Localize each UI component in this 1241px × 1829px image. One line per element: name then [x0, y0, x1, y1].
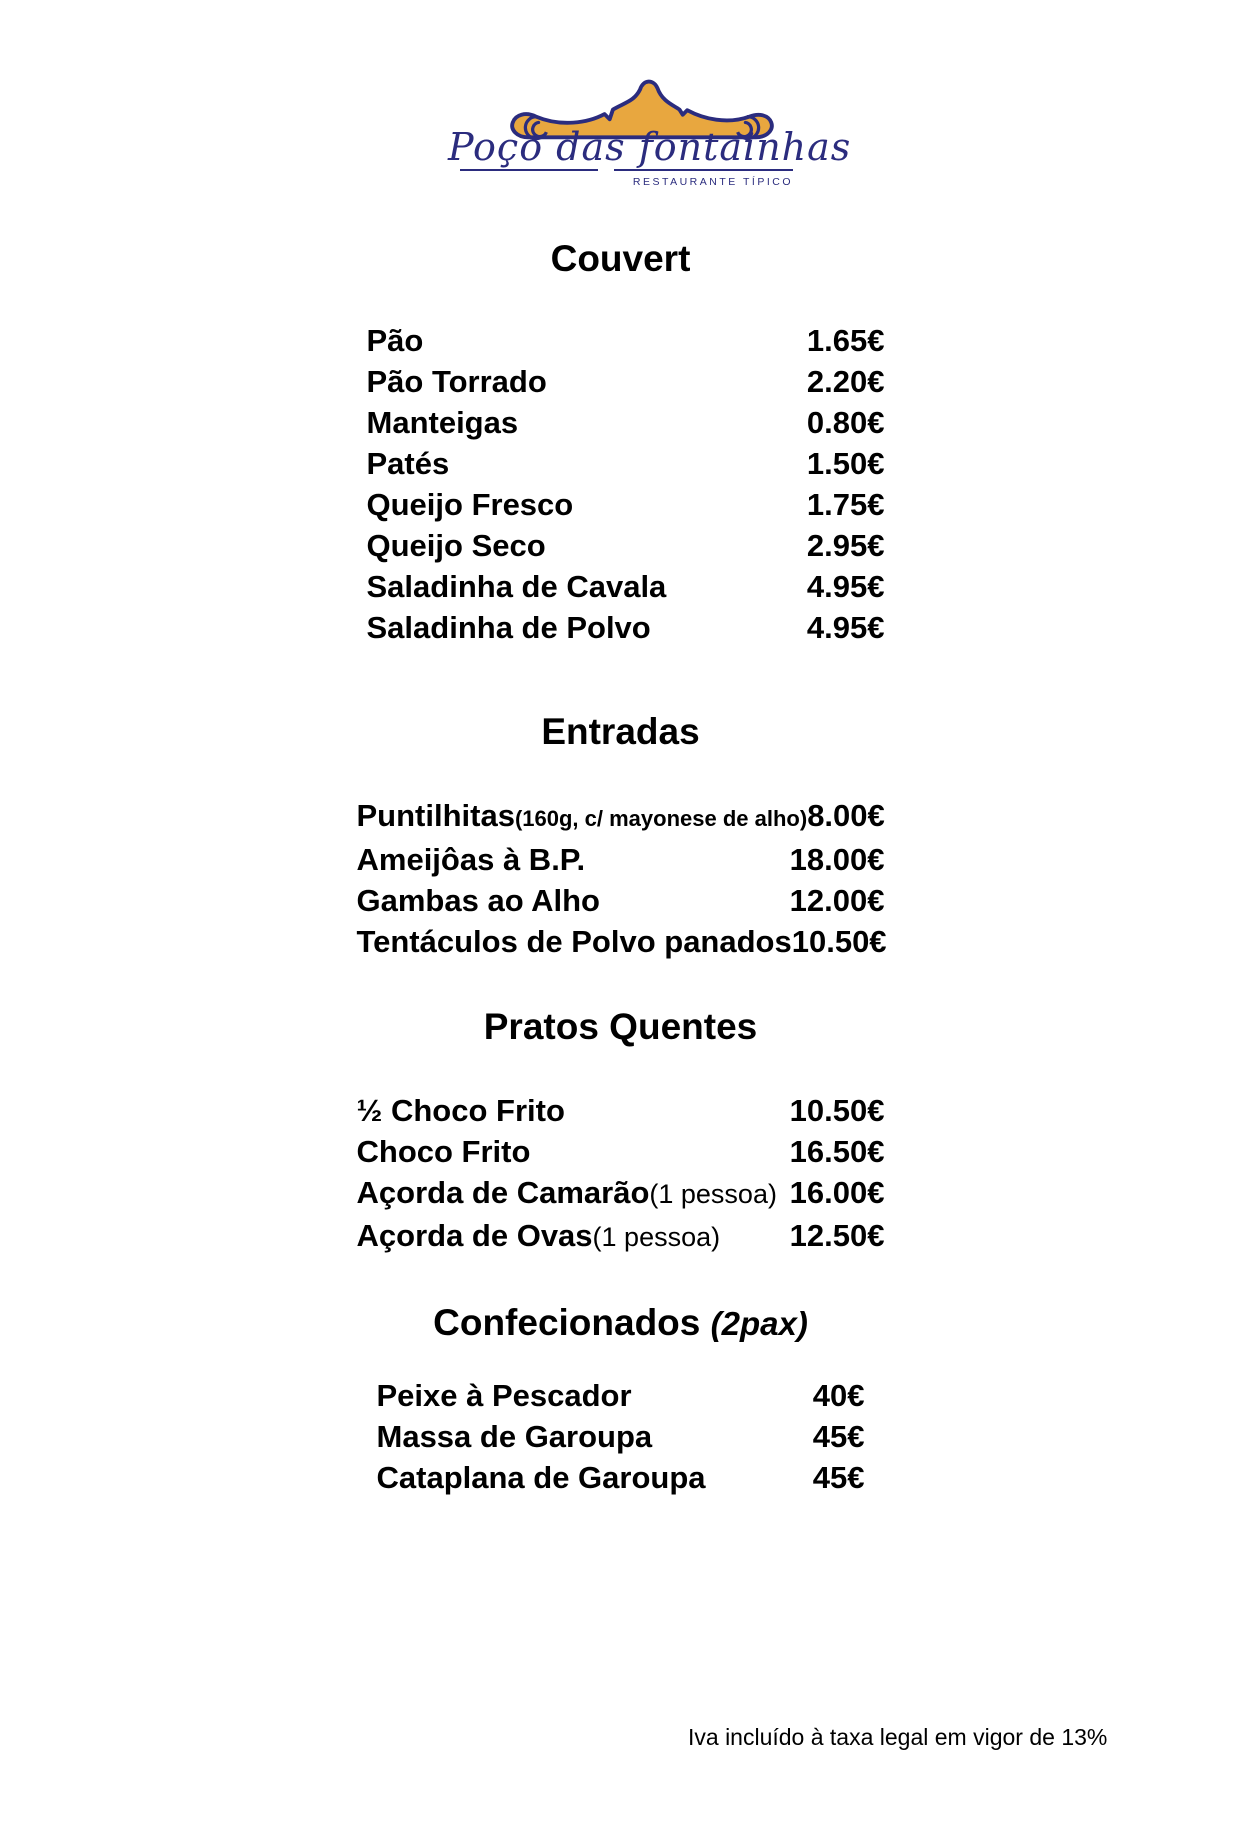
item-price: 1.50€: [806, 446, 885, 481]
item-price: 8.00€: [807, 798, 885, 833]
menu-item: [357, 525, 885, 566]
menu-item: [357, 320, 885, 361]
menu-item: [357, 484, 885, 525]
menu-item: [357, 1215, 885, 1258]
menu-item: [357, 443, 885, 484]
section-couvert-items: [357, 320, 885, 648]
section-title-text: Confecionados: [433, 1302, 701, 1343]
item-price: 2.95€: [806, 528, 885, 563]
section-title-confecionados: [357, 1300, 885, 1347]
item-name: Gambas ao Alho: [356, 883, 600, 918]
section-confecionados-items: [357, 1375, 885, 1498]
item-price: 10.50€: [789, 1093, 885, 1128]
item-name: Saladinha de Cavala: [366, 569, 667, 604]
item-name: Ameijôas à B.P.: [356, 842, 586, 877]
item-price: 12.50€: [789, 1218, 885, 1253]
item-name: Puntilhitas: [356, 798, 515, 833]
logo-underline: [448, 169, 793, 172]
item-price: 16.00€: [789, 1175, 885, 1210]
item-price: 1.75€: [806, 487, 885, 522]
menu-item: [357, 1131, 885, 1172]
item-name: Queijo Seco: [366, 528, 546, 563]
item-name: Tentáculos de Polvo panados: [356, 924, 792, 959]
item-name: Patés: [366, 446, 450, 481]
item-price: 12.00€: [789, 883, 885, 918]
item-price: 4.95€: [806, 610, 885, 645]
item-price: 10.50€: [791, 924, 887, 959]
menu-item: [357, 921, 885, 962]
menu-item: [357, 607, 885, 648]
section-title-suffix: (2pax): [710, 1305, 808, 1342]
menu-item: [357, 1172, 885, 1215]
item-price: 2.20€: [806, 364, 885, 399]
menu-item: [357, 402, 885, 443]
item-price: 45€: [812, 1460, 865, 1495]
menu-item: [357, 566, 885, 607]
section-entradas-items: [357, 795, 885, 962]
section-pratos-quentes-items: [357, 1090, 885, 1258]
item-name: Queijo Fresco: [366, 487, 574, 522]
item-name: Açorda de Ovas: [356, 1218, 593, 1253]
item-name: Cataplana de Garoupa: [376, 1460, 706, 1495]
item-name: Peixe à Pescador: [376, 1378, 632, 1413]
item-name: ½ Choco Frito: [356, 1093, 565, 1128]
logo-underline-right: [614, 169, 793, 171]
item-price: 16.50€: [789, 1134, 885, 1169]
menu-item: [357, 795, 885, 839]
item-name: Choco Frito: [356, 1134, 531, 1169]
menu-item: [357, 361, 885, 402]
item-name: Açorda de Camarão: [356, 1175, 650, 1210]
item-detail: (1 pessoa): [649, 1179, 777, 1209]
menu-item: [357, 1416, 885, 1457]
section-title-entradas: Entradas: [541, 711, 700, 752]
menu-item: [357, 1457, 885, 1498]
menu-item: [357, 839, 885, 880]
item-name: Saladinha de Polvo: [366, 610, 651, 645]
restaurant-name: Poço das fontainhas: [448, 125, 852, 169]
item-name: Pão Torrado: [366, 364, 547, 399]
menu-item: [357, 1375, 885, 1416]
restaurant-logo: [448, 74, 852, 188]
section-title-pratos-quentes: Pratos Quentes: [483, 1006, 758, 1047]
menu-item: [357, 880, 885, 921]
item-detail: (1 pessoa): [592, 1222, 721, 1252]
tax-note: Iva incluído à taxa legal em vigor de 13%: [688, 1724, 1108, 1750]
item-name: Pão: [366, 323, 424, 358]
restaurant-tagline: RESTAURANTE TÍPICO: [632, 176, 793, 188]
item-price: 40€: [812, 1378, 865, 1413]
item-price: 18.00€: [789, 842, 885, 877]
item-name: Massa de Garoupa: [376, 1419, 653, 1454]
item-name: Manteigas: [366, 405, 519, 440]
item-price: 1.65€: [806, 323, 885, 358]
section-title-couvert: Couvert: [550, 238, 691, 279]
item-price: 0.80€: [806, 405, 885, 440]
item-detail: (160g, c/ mayonese de alho): [514, 806, 808, 831]
menu-item: [357, 1090, 885, 1131]
logo-underline-left: [460, 169, 598, 171]
item-price: 45€: [812, 1419, 865, 1454]
menu: [357, 236, 885, 1498]
item-price: 4.95€: [806, 569, 885, 604]
